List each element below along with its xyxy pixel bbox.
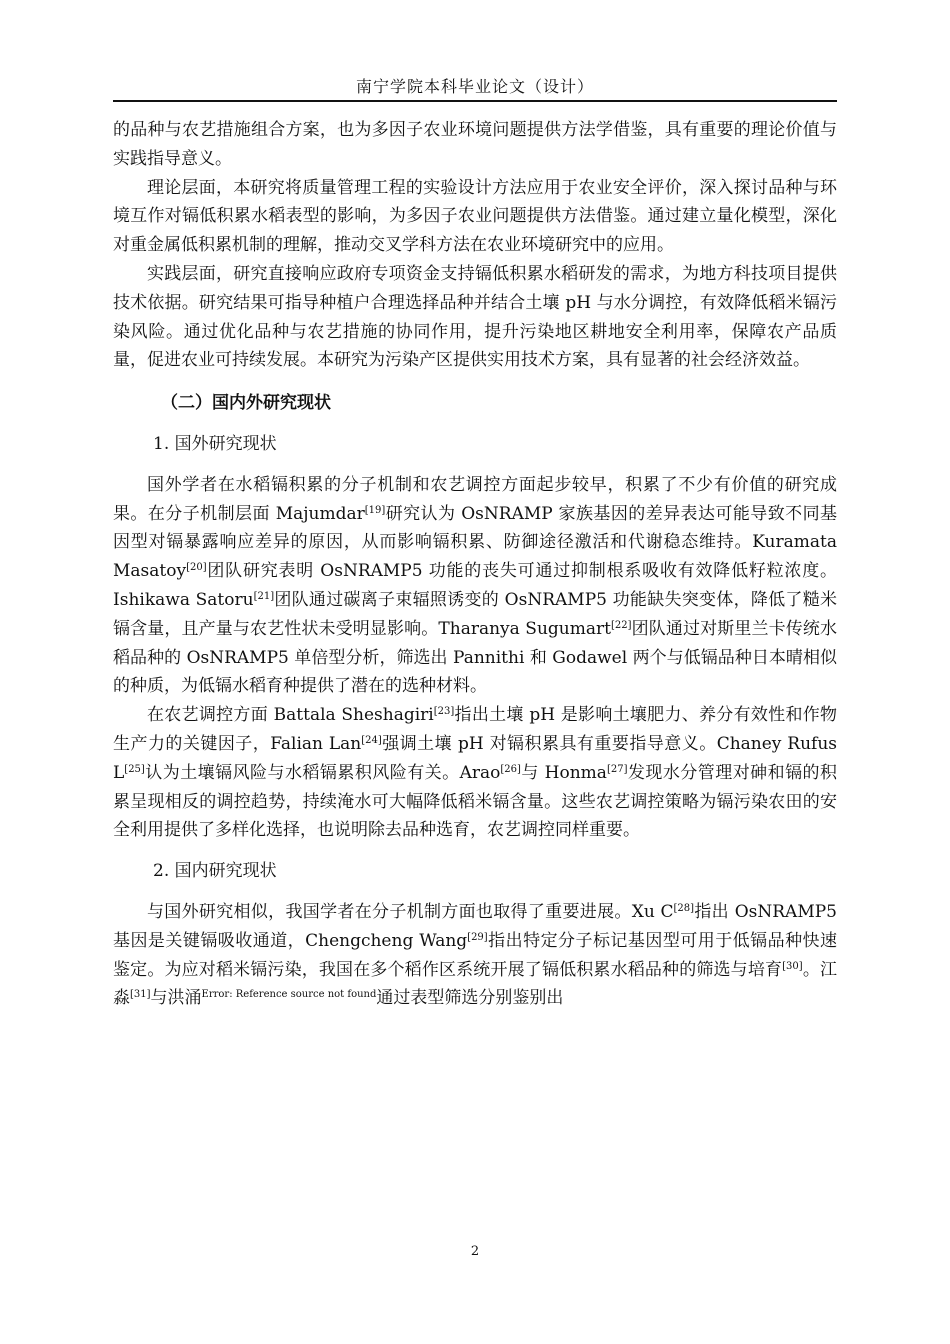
text-run: 团队研究表明 OsNRAMP5 功能的丧失可通过抑制根系吸收有效降低籽粒浓度。Ishikawa Satoru: [113, 561, 837, 610]
paragraph-foreign-agronomic: [113, 701, 837, 845]
paragraph-theory: 理论层面，本研究将质量管理工程的实验设计方法应用于农业安全评价，深入探讨品种与环境互作对镉低积累水稻表型的影响，为多因子农业问题提供方法借鉴。通过建立量化模型，深化对重金属低积累机制的理解，推动交叉学科方法在农业环境研究中的应用。: [113, 177, 837, 256]
citation: [21]: [253, 590, 275, 602]
running-header: 南宁学院本科毕业论文（设计）: [355, 77, 594, 96]
paragraph-domestic: [113, 898, 837, 1013]
header-rule: [113, 100, 837, 102]
page-number: 2: [470, 1244, 480, 1259]
page-body: [113, 116, 837, 1013]
citation: [29]: [467, 931, 488, 943]
text-run: 指出土壤 pH 是影响土壤肥力、养分有效性和作物生产力的关键因子，Falian Lan: [113, 705, 838, 754]
citation: [30]: [782, 960, 803, 972]
text-run: 团队通过对斯里兰卡传统水稻品种的 OsNRAMP5 单倍型分析，筛选出 Pannithi 和 Godawel 两个与低镉品种日本晴相似的种质，为低镉水稻育种提供了潜在的选种材料。: [113, 618, 838, 697]
citation: [19]: [364, 504, 386, 516]
text-run: 指出 OsNRAMP5 基因是关键镉吸收通道，Chengcheng Wang: [113, 901, 837, 951]
text-run: 指出特定分子标记基因型可用于低镉品种快速鉴定。为应对稻米镉污染，我国在多个稻作区系统开展了镉低积累水稻品种的筛选与培育: [113, 930, 838, 980]
citation: [25]: [124, 763, 145, 775]
text-run: 研究认为 OsNRAMP 家族基因的差异表达可能导致不同基因型对镉暴露响应差异的原因，从而影响镉积累、防御途径激活和代谢稳态维持。Kuramata Masatoy: [113, 503, 837, 582]
text-run: 与洪涌: [150, 988, 202, 1009]
paragraph-foreign-molecular: [113, 471, 837, 701]
citation-error: Error: Reference source not found: [201, 989, 377, 1001]
text-run: 与 Honma: [520, 762, 607, 783]
paragraph-continuation: 的品种与农艺措施组合方案，也为多因子农业环境问题提供方法学借鉴，具有重要的理论价值与实践指导意义。: [113, 120, 837, 169]
subsection-heading-domestic: 2. 国内研究现状: [153, 861, 277, 882]
text-run: 强调土壤 pH 对镉积累具有重要指导意义。Chaney Rufus L: [113, 733, 837, 783]
citation: [22]: [610, 619, 632, 631]
citation: [24]: [361, 734, 382, 746]
citation: [26]: [500, 763, 521, 775]
citation: [27]: [606, 763, 628, 775]
text-run: 与国外研究相似，我国学者在分子机制方面也取得了重要进展。Xu C: [147, 901, 674, 922]
paragraph-practice: 实践层面，研究直接响应政府专项资金支持镉低积累水稻研发的需求，为地方科技项目提供技术依据。研究结果可指导种植户合理选择品种并结合土壤 pH 与水分调控，有效降低稻米镉污染风险。通过优化品种与农艺措施的协同作用，提升污染地区耕地安全利用率，保障农产品质量，促进农业可持续发展。本研究为污染产区提供实用技术方案，具有显著的社会经济效益。: [113, 263, 837, 371]
citation: [28]: [673, 902, 695, 914]
subsection-heading-foreign: 1. 国外研究现状: [153, 433, 277, 454]
text-run: 认为土壤镉风险与水稻镉累积风险有关。Arao: [144, 762, 501, 783]
text-run: 发现水分管理对砷和镉的积累呈现相反的调控趋势，持续淹水可大幅降低稻米镉含量。这些农艺调控策略为镉污染农田的安全利用提供了多样化选择，也说明除去品种选育，农艺调控同样重要。: [113, 762, 838, 841]
text-run: 。江淼: [113, 959, 838, 1009]
citation: [20]: [186, 562, 207, 574]
text-run: 通过表型筛选分别鉴别出: [376, 988, 564, 1009]
text-run: 团队通过碳离子束辐照诱变的 OsNRAMP5 功能缺失突变体，降低了糙米镉含量，且产量与农艺性状未受明显影响。Tharanya Sugumart: [113, 589, 837, 639]
citation: [31]: [130, 989, 151, 1001]
citation: [23]: [433, 706, 455, 718]
text-run: 国外学者在水稻镉积累的分子机制和农艺调控方面起步较早，积累了不少有价值的研究成果。在分子机制层面 Majumdar: [113, 474, 837, 524]
text-run: 在农艺调控方面 Battala Sheshagiri: [147, 705, 434, 726]
section-heading: （二）国内外研究现状: [161, 393, 331, 414]
